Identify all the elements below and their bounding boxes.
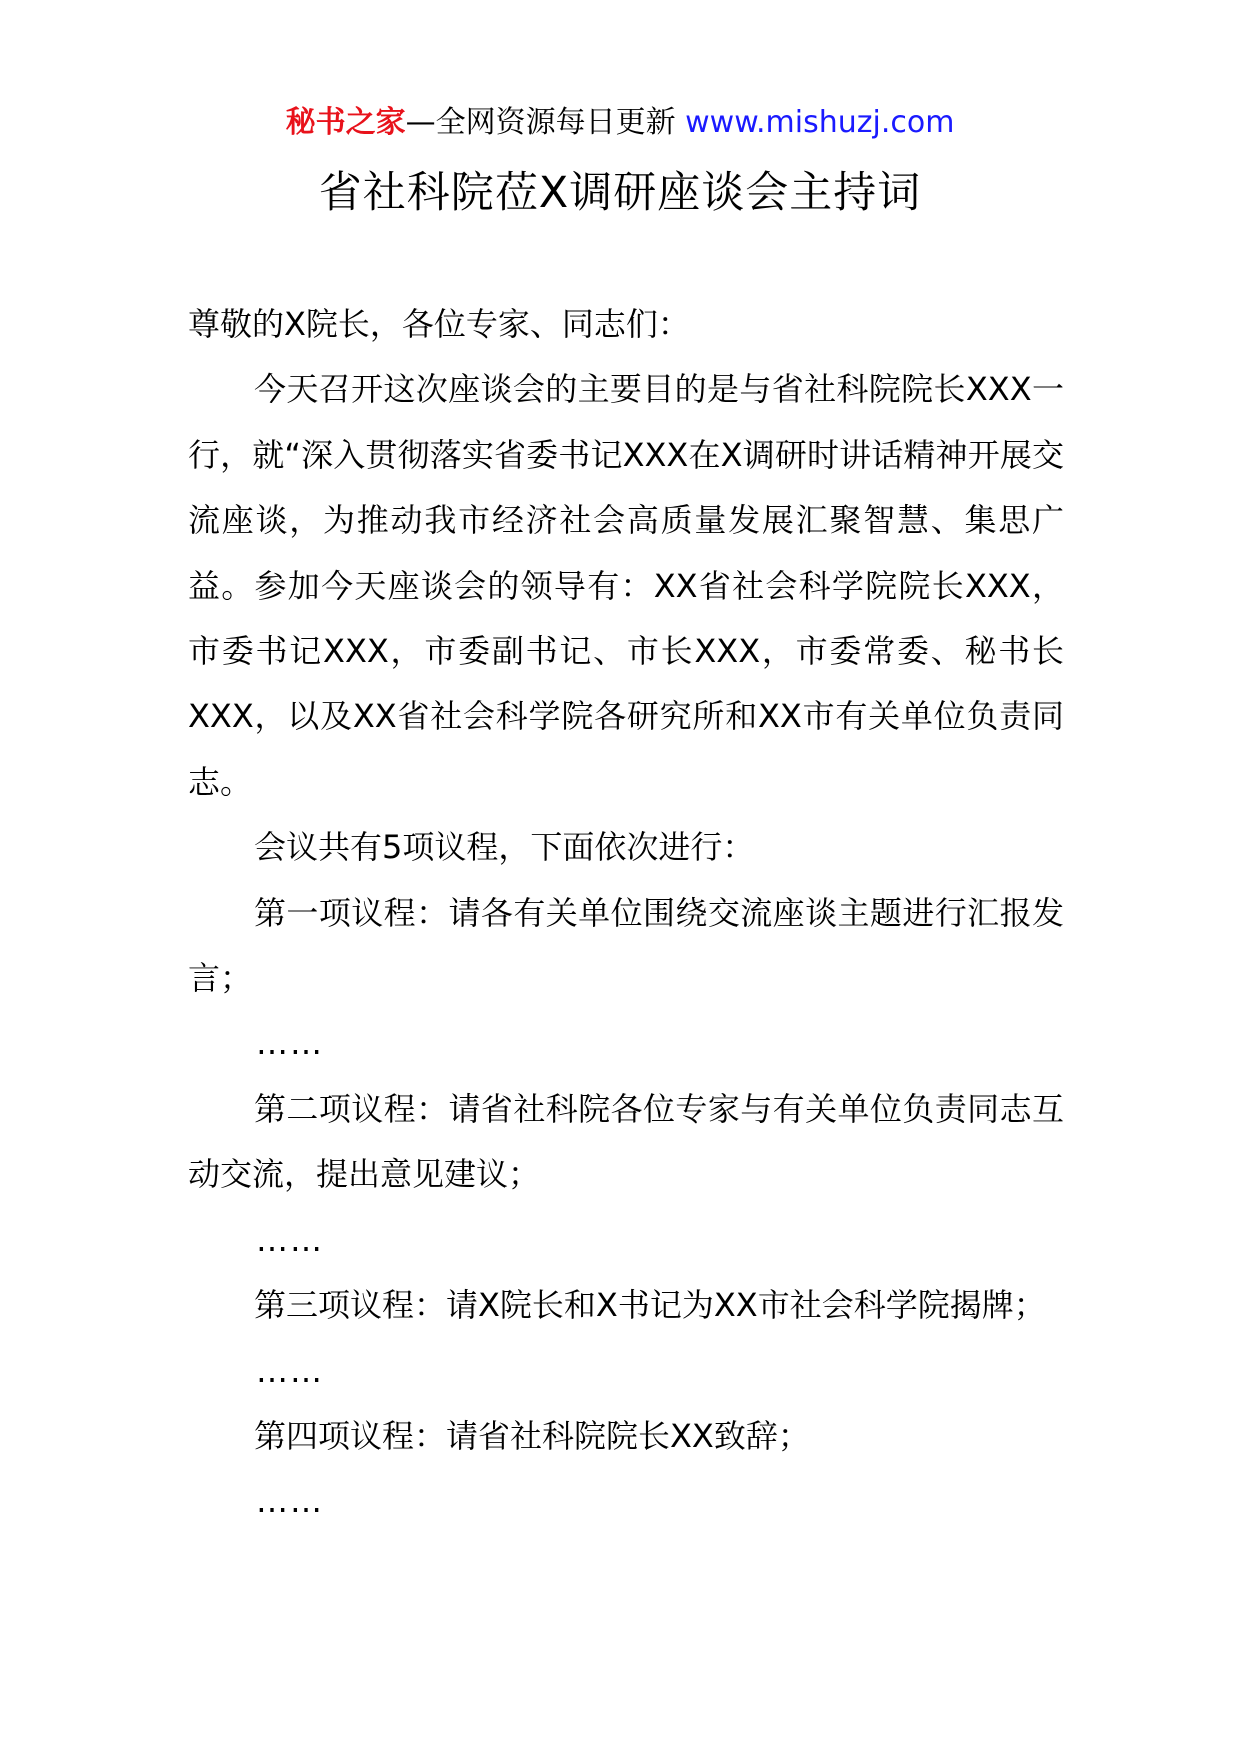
- agenda-item-4: 第四项议程：请省社科院院长XX致辞；: [254, 1416, 810, 1455]
- ellipsis-1: ……: [256, 1024, 324, 1063]
- ellipsis-4: ……: [256, 1482, 324, 1521]
- page-title: 省社科院莅X调研座谈会主持词: [318, 168, 922, 218]
- site-header: [0, 103, 1240, 143]
- agenda-item-2: 第二项议程：请省社科院各位专家与有关单位负责同志互动交流，提出意见建议；: [188, 1089, 1064, 1194]
- agenda-item-1: 第一项议程：请各有关单位围绕交流座谈主题进行汇报发言；: [188, 893, 1064, 998]
- site-url-link[interactable]: www.mishuzj.com: [685, 105, 955, 140]
- salutation: 尊敬的X院长，各位专家、同志们：: [188, 305, 690, 343]
- ellipsis-3: ……: [256, 1351, 324, 1390]
- intro-paragraph: 今天召开这次座谈会的主要目的是与省社科院院长XXX一行，就“深入贯彻落实省委书记XXX在X调研时讲话精神开展交流座谈，为推动我市经济社会高质量发展汇聚智慧、集思广益。参加今天座谈会的领导有：XX省社会科学院院长XXX，市委书记XXX，市委副书记、市长XXX，市委常委、秘书长XXX，以及XX省社会科学院各研究所和XX市有关单位负责同志。: [188, 370, 1064, 801]
- header-tagline: —全网资源每日更新: [405, 105, 676, 140]
- brand-name: 秘书之家: [285, 105, 406, 140]
- ellipsis-2: ……: [256, 1220, 324, 1259]
- document-body: [188, 292, 1064, 1535]
- agenda-intro: 会议共有5项议程，下面依次进行：: [254, 828, 755, 867]
- agenda-item-3: 第三项议程：请X院长和X书记为XX市社会科学院揭牌；: [254, 1286, 1046, 1325]
